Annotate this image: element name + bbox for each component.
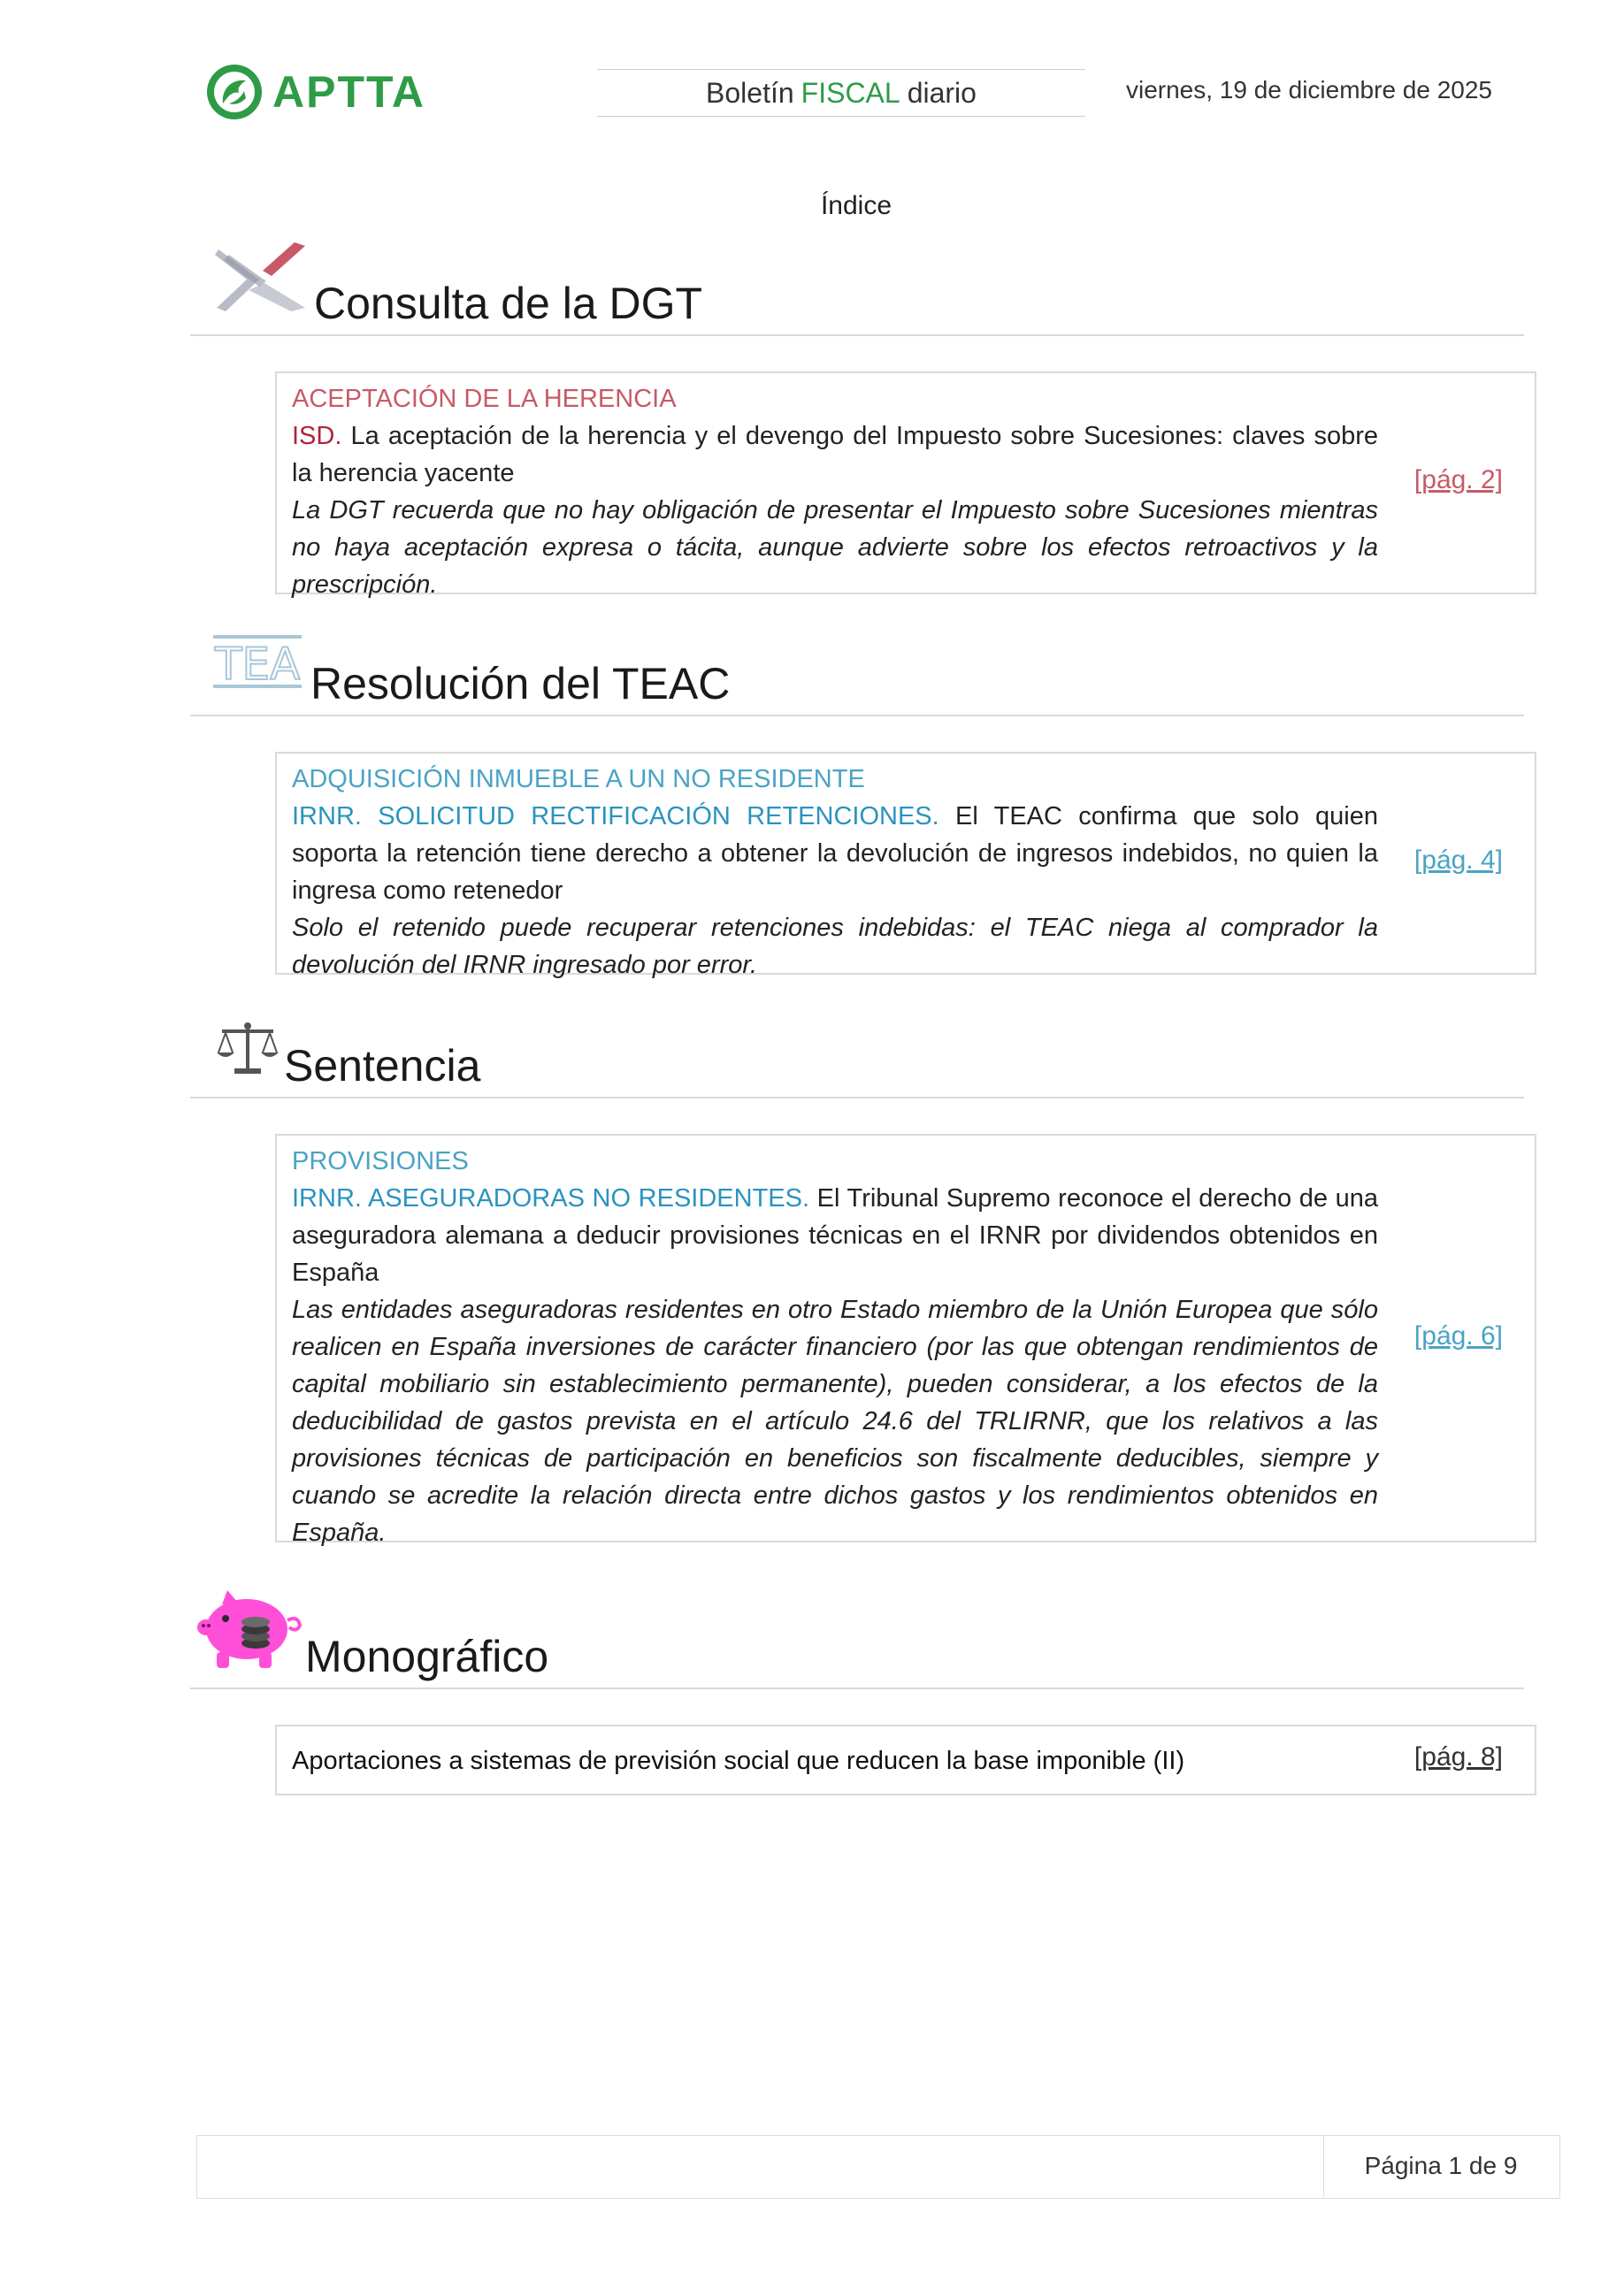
entry-lead-text: La aceptación de la herencia y el devengo del Impuesto sobre Sucesiones: claves sobre la herencia yacente xyxy=(292,422,1378,487)
section-title-monografico: Monográfico xyxy=(305,1632,549,1681)
entry-headline xyxy=(292,417,1378,492)
entry-monografico-body xyxy=(292,1742,1378,1779)
bulletin-title-prefix: Boletín xyxy=(706,76,794,109)
entry-headline xyxy=(292,1180,1378,1291)
entry-headline xyxy=(292,798,1378,909)
entry-dgt-body xyxy=(292,380,1378,603)
bulletin-title-suffix: diario xyxy=(907,76,977,109)
page-link-teac[interactable]: [pág. 4] xyxy=(1413,846,1503,875)
section-title-dgt: Consulta de la DGT xyxy=(314,279,703,328)
tea-icon xyxy=(213,635,302,692)
entry-tag: ISD. xyxy=(292,422,342,450)
section-heading-sentencia xyxy=(190,991,1524,1098)
scales-of-justice-icon xyxy=(217,1021,279,1077)
entry-topic: ACEPTACIÓN DE LA HERENCIA xyxy=(292,385,677,413)
entry-topic: PROVISIONES xyxy=(292,1147,469,1175)
entry-summary: Solo el retenido puede recuperar retenciones indebidas: el TEAC niega al comprador la devolución del IRNR ingresado por error. xyxy=(292,914,1378,979)
entry-tag: IRNR. ASEGURADORAS NO RESIDENTES. xyxy=(292,1184,810,1213)
piggy-bank-icon xyxy=(197,1585,303,1670)
aptta-logo xyxy=(205,58,462,126)
entry-summary: La DGT recuerda que no hay obligación de presentar el Impuesto sobre Sucesiones mientras no haya aceptación expresa o tácita, aunque advierte sobre los efectos retroactivos y la prescripción. xyxy=(292,496,1378,599)
logo-text: APTTA xyxy=(272,67,425,117)
page-link-dgt[interactable]: [pág. 2] xyxy=(1413,465,1503,494)
entry-lead-text: El TEAC confirma que solo quien soporta la retención tiene derecho a obtener la devolución de ingresos indebidos, no quien la ingresa como retenedor xyxy=(292,802,1378,905)
tax-agency-icon xyxy=(213,237,309,317)
section-heading-dgt xyxy=(190,228,1524,336)
index-heading: Índice xyxy=(820,191,892,220)
section-title-teac: Resolución del TEAC xyxy=(310,659,731,708)
bulletin-title xyxy=(597,69,1085,117)
section-title-sentencia: Sentencia xyxy=(284,1041,481,1091)
entry-monografico xyxy=(275,1725,1536,1795)
entry-lead-text: El Tribunal Supremo reconoce el derecho de una aseguradora alemana a deducir provisiones técnicas en el IRNR por dividendos obtenidos en España xyxy=(292,1184,1379,1287)
svg-text:TEA: TEA xyxy=(215,639,301,690)
entry-dgt xyxy=(275,371,1536,599)
bulletin-title-fiscal: FISCAL xyxy=(801,76,900,109)
page-link-monografico[interactable]: [pág. 8] xyxy=(1413,1742,1503,1772)
section-heading-teac xyxy=(190,608,1524,716)
entry-topic: ADQUISICIÓN INMUEBLE A UN NO RESIDENTE xyxy=(292,765,865,793)
section-heading-monografico xyxy=(190,1581,1524,1689)
entry-sentencia xyxy=(275,1134,1536,1547)
entry-tag: IRNR. SOLICITUD RECTIFICACIÓN RETENCIONES. xyxy=(292,802,939,830)
page-link-sentencia[interactable]: [pág. 6] xyxy=(1413,1321,1503,1351)
entry-text: Aportaciones a sistemas de previsión social que reducen la base imponible (II) xyxy=(292,1747,1185,1775)
page-number: Página 1 de 9 xyxy=(1364,2152,1518,2179)
entry-sentencia-body xyxy=(292,1143,1378,1551)
entry-summary: Las entidades aseguradoras residentes en otro Estado miembro de la Unión Europea que sólo realicen en España inversiones de carácter financiero (por las que obtengan rendimientos de capital mobiliario sin establecimiento permanente), pueden considerar, a los efectos de la deducibilidad de gastos prevista en el artículo 24.6 del TRLIRNR, que los relativos a las provisiones técnicas de participación en beneficios son fiscalmente deducibles, siempre y cuando se acredite la relación directa entre dichos gastos y los rendimientos obtenidos en España. xyxy=(292,1296,1378,1547)
entry-teac-body xyxy=(292,761,1378,983)
aptta-emblem-icon xyxy=(205,63,264,121)
issue-date: viernes, 19 de diciembre de 2025 xyxy=(1125,76,1493,103)
entry-teac xyxy=(275,752,1536,979)
